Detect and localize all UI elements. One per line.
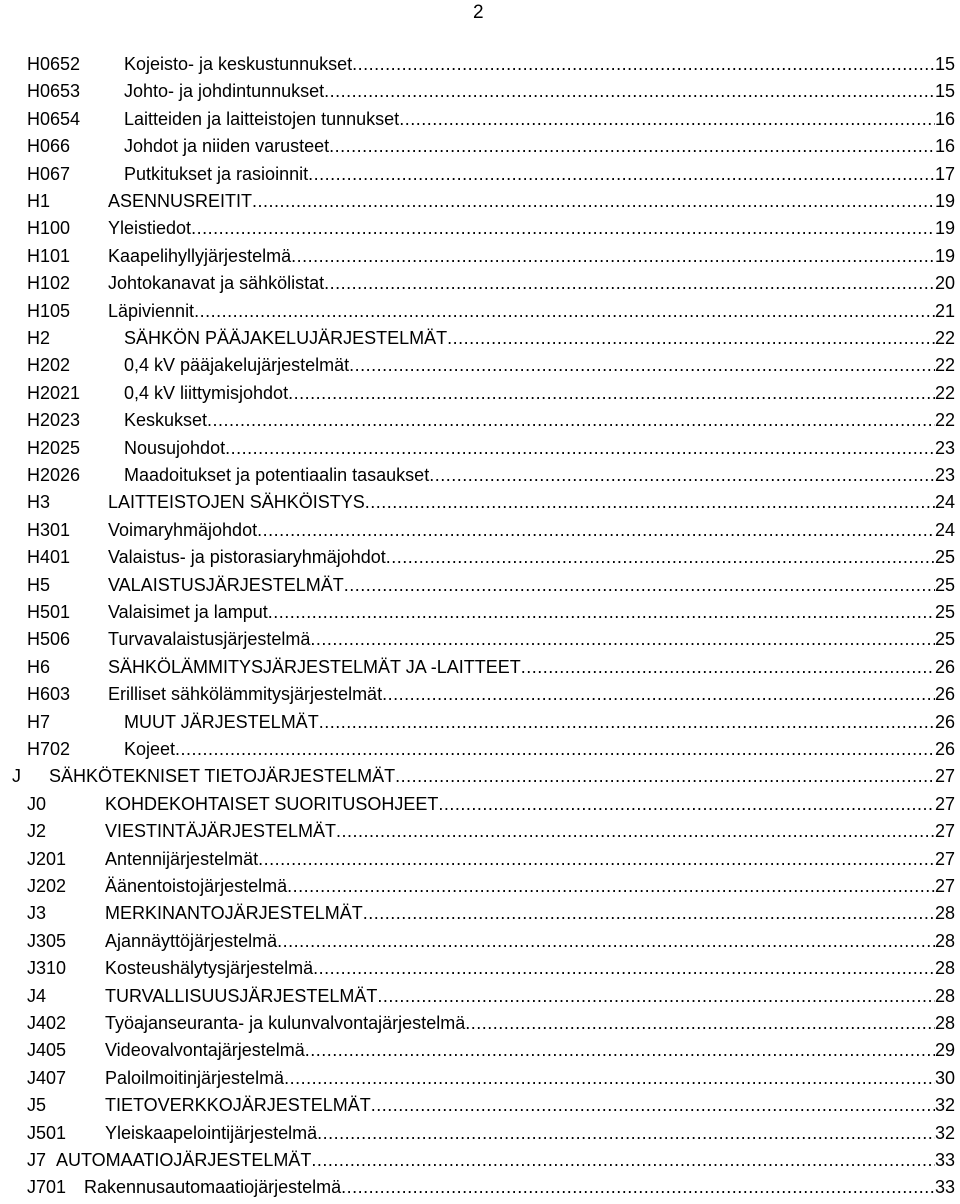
toc-entry bbox=[124, 78, 955, 105]
toc-dot-leader bbox=[324, 270, 935, 297]
toc-code: H067 bbox=[27, 163, 71, 184]
toc-page-number: 28 bbox=[934, 1013, 955, 1033]
toc-title: 0,4 kV liittymisjohdot bbox=[124, 382, 289, 403]
toc-title: VALAISTUSJÄRJESTELMÄT bbox=[108, 574, 344, 595]
toc-page-number: 25 bbox=[934, 547, 955, 568]
toc-dot-leader bbox=[319, 709, 935, 736]
toc-entry bbox=[124, 709, 955, 736]
toc-entry bbox=[105, 983, 955, 1010]
toc-page-number: 27 bbox=[934, 766, 955, 787]
toc-entry bbox=[124, 352, 955, 379]
toc-entry bbox=[49, 763, 955, 790]
toc-row bbox=[0, 1174, 960, 1201]
toc-dot-leader bbox=[324, 78, 935, 105]
toc-page-number: 23 bbox=[934, 437, 955, 458]
toc-code: H202 bbox=[27, 355, 71, 376]
toc-title: Läpiviennit bbox=[108, 300, 195, 321]
toc-entry bbox=[108, 489, 955, 516]
toc-row bbox=[0, 846, 960, 873]
toc-page-number: 28 bbox=[934, 958, 955, 979]
toc-entry bbox=[84, 1174, 955, 1201]
toc-entry bbox=[105, 900, 955, 927]
toc-title: Nousujohdot bbox=[124, 437, 226, 458]
toc-row bbox=[0, 435, 960, 462]
toc-entry bbox=[105, 873, 955, 900]
toc-title: LAITTEISTOJEN SÄHKÖISTYS bbox=[108, 492, 365, 513]
toc-row bbox=[0, 818, 960, 845]
toc-page-number: 33 bbox=[934, 1177, 955, 1198]
toc-dot-leader bbox=[225, 435, 935, 462]
toc-dot-leader bbox=[341, 1174, 935, 1201]
toc-page-number: 25 bbox=[934, 574, 955, 595]
toc-page-number: 28 bbox=[934, 903, 955, 924]
toc-dot-leader bbox=[175, 736, 935, 763]
toc-code: H301 bbox=[27, 519, 71, 540]
toc-title: Johto- ja johdintunnukset bbox=[124, 81, 325, 102]
toc-row bbox=[0, 654, 960, 681]
toc-entry bbox=[108, 654, 955, 681]
toc-code: H0653 bbox=[27, 81, 81, 102]
toc-entry bbox=[108, 188, 955, 215]
toc-dot-leader bbox=[371, 1092, 935, 1119]
toc-dot-leader bbox=[465, 1010, 935, 1037]
toc-title: Kosteushälytysjärjestelmä bbox=[105, 958, 314, 979]
toc-page-number: 32 bbox=[934, 1095, 955, 1116]
table-of-contents bbox=[0, 51, 960, 1203]
toc-title: KOHDEKOHTAISET SUORITUSOHJEET bbox=[105, 793, 439, 814]
toc-row bbox=[0, 161, 960, 188]
toc-entry bbox=[105, 1010, 955, 1037]
toc-page-number: 17 bbox=[934, 163, 955, 184]
toc-title: 0,4 kV pääjakelujärjestelmät bbox=[124, 355, 350, 376]
toc-code: J7 bbox=[27, 1150, 47, 1170]
toc-code: H2026 bbox=[27, 465, 81, 485]
toc-dot-leader bbox=[344, 572, 935, 599]
toc-row bbox=[0, 626, 960, 653]
toc-code: J4 bbox=[27, 985, 47, 1006]
toc-dot-leader bbox=[207, 407, 935, 434]
toc-title: Erilliset sähkölämmitysjärjestelmät bbox=[108, 684, 383, 705]
toc-page-number: 15 bbox=[934, 81, 955, 102]
toc-page-number: 16 bbox=[934, 108, 955, 129]
toc-page-number: 24 bbox=[934, 492, 955, 513]
toc-code: H5 bbox=[27, 574, 51, 595]
toc-page-number: 25 bbox=[934, 629, 955, 650]
toc-entry bbox=[108, 270, 955, 297]
toc-code: H501 bbox=[27, 602, 71, 622]
toc-title: Kaapelihyllyjärjestelmä bbox=[108, 245, 292, 266]
toc-code: J bbox=[12, 766, 21, 787]
toc-title: Johtokanavat ja sähkölistat bbox=[108, 273, 325, 294]
toc-entry bbox=[105, 818, 955, 845]
toc-title: Työajanseuranta- ja kulunvalvontajärjestelmä bbox=[105, 1013, 466, 1033]
toc-row bbox=[0, 298, 960, 325]
toc-page-number: 22 bbox=[934, 328, 955, 348]
toc-code: H0652 bbox=[27, 54, 81, 74]
toc-title: ASENNUSREITIT bbox=[108, 191, 253, 211]
toc-title: Voimaryhmäjohdot bbox=[108, 519, 258, 540]
toc-dot-leader bbox=[317, 1120, 935, 1147]
toc-dot-leader bbox=[352, 51, 935, 78]
toc-dot-leader bbox=[336, 818, 935, 845]
toc-entry bbox=[105, 846, 955, 873]
toc-dot-leader bbox=[399, 106, 935, 133]
toc-dot-leader bbox=[257, 517, 935, 544]
toc-title: Yleistiedot bbox=[108, 218, 192, 239]
toc-page-number: 15 bbox=[934, 54, 955, 74]
toc-dot-leader bbox=[311, 1147, 935, 1174]
toc-dot-leader bbox=[382, 681, 935, 708]
toc-row bbox=[0, 462, 960, 489]
toc-code: J2 bbox=[27, 821, 47, 842]
toc-title: SÄHKÖTEKNISET TIETOJÄRJESTELMÄT bbox=[49, 766, 396, 787]
toc-title: Valaistus- ja pistorasiaryhmäjohdot bbox=[108, 547, 386, 568]
toc-entry bbox=[105, 1065, 955, 1092]
toc-dot-leader bbox=[288, 380, 935, 407]
toc-code: H101 bbox=[27, 245, 71, 266]
toc-title: Rakennusautomaatiojärjestelmä bbox=[84, 1177, 342, 1198]
toc-row bbox=[0, 983, 960, 1010]
toc-title: Ajannäyttöjärjestelmä bbox=[105, 930, 278, 951]
toc-page-number: 19 bbox=[934, 191, 955, 211]
toc-entry bbox=[124, 106, 955, 133]
toc-row bbox=[0, 1092, 960, 1119]
toc-title: SÄHKÖLÄMMITYSJÄRJESTELMÄT JA -LAITTEET bbox=[108, 656, 521, 677]
toc-entry bbox=[124, 51, 955, 78]
toc-page-number: 26 bbox=[934, 739, 955, 759]
toc-row bbox=[0, 791, 960, 818]
toc-row bbox=[0, 51, 960, 78]
toc-row bbox=[0, 1120, 960, 1147]
toc-code: H506 bbox=[27, 629, 71, 650]
toc-title: Keskukset bbox=[124, 410, 208, 431]
page-number: 2 bbox=[473, 2, 484, 23]
toc-row bbox=[0, 599, 960, 626]
toc-page-number: 26 bbox=[934, 711, 955, 732]
toc-title: Antennijärjestelmät bbox=[105, 848, 259, 869]
toc-entry bbox=[124, 407, 955, 434]
toc-row bbox=[0, 78, 960, 105]
toc-title: Laitteiden ja laitteistojen tunnukset bbox=[124, 108, 400, 129]
toc-title: TURVALLISUUSJÄRJESTELMÄT bbox=[105, 985, 378, 1006]
toc-title: Valaisimet ja lamput bbox=[108, 602, 268, 622]
toc-row bbox=[0, 325, 960, 352]
toc-row bbox=[0, 489, 960, 516]
toc-page-number: 27 bbox=[934, 793, 955, 814]
toc-page-number: 32 bbox=[934, 1122, 955, 1143]
toc-row bbox=[0, 133, 960, 160]
toc-code: J3 bbox=[27, 903, 47, 924]
toc-code: H105 bbox=[27, 300, 71, 321]
toc-title: MUUT JÄRJESTELMÄT bbox=[124, 711, 319, 732]
toc-page-number: 19 bbox=[934, 245, 955, 266]
toc-row bbox=[0, 517, 960, 544]
toc-code: H066 bbox=[27, 136, 71, 157]
toc-dot-leader bbox=[194, 298, 935, 325]
toc-title: Turvavalaistusjärjestelmä bbox=[108, 629, 311, 650]
toc-dot-leader bbox=[395, 763, 935, 790]
toc-dot-leader bbox=[305, 1037, 935, 1064]
toc-page-number: 22 bbox=[934, 410, 955, 431]
toc-entry bbox=[108, 681, 955, 708]
toc-row bbox=[0, 736, 960, 763]
toc-title: Videovalvontajärjestelmä bbox=[105, 1040, 305, 1061]
toc-page-number: 26 bbox=[934, 684, 955, 705]
toc-dot-leader bbox=[363, 900, 935, 927]
toc-code: J310 bbox=[27, 958, 67, 979]
toc-entry bbox=[108, 243, 955, 270]
toc-entry bbox=[105, 928, 955, 955]
toc-page-number: 33 bbox=[934, 1150, 955, 1170]
toc-dot-leader bbox=[284, 1065, 935, 1092]
toc-code: H3 bbox=[27, 492, 51, 513]
toc-title: Yleiskaapelointijärjestelmä bbox=[105, 1122, 318, 1143]
toc-dot-leader bbox=[329, 133, 935, 160]
toc-title: Paloilmoitinjärjestelmä bbox=[105, 1067, 285, 1088]
toc-row bbox=[0, 709, 960, 736]
toc-page-number: 28 bbox=[934, 985, 955, 1006]
toc-dot-leader bbox=[287, 873, 935, 900]
toc-row bbox=[0, 1010, 960, 1037]
toc-entry bbox=[124, 435, 955, 462]
toc-row bbox=[0, 900, 960, 927]
toc-code: J501 bbox=[27, 1122, 67, 1143]
toc-entry bbox=[105, 1037, 955, 1064]
toc-code: J201 bbox=[27, 848, 67, 869]
toc-entry bbox=[124, 161, 955, 188]
toc-code: H100 bbox=[27, 218, 71, 239]
toc-dot-leader bbox=[349, 352, 935, 379]
toc-page-number: 27 bbox=[934, 821, 955, 842]
toc-code: H401 bbox=[27, 547, 71, 568]
toc-dot-leader bbox=[268, 599, 935, 626]
toc-page-number: 22 bbox=[934, 382, 955, 403]
toc-row bbox=[0, 270, 960, 297]
toc-title: Äänentoistojärjestelmä bbox=[105, 876, 288, 896]
toc-code: H6 bbox=[27, 656, 51, 677]
toc-code: J701 bbox=[27, 1177, 67, 1198]
toc-page-number: 26 bbox=[934, 656, 955, 677]
toc-entry bbox=[108, 572, 955, 599]
toc-page-number: 30 bbox=[934, 1067, 955, 1088]
toc-page-number: 29 bbox=[934, 1040, 955, 1061]
toc-row bbox=[0, 572, 960, 599]
toc-page-number: 16 bbox=[934, 136, 955, 157]
toc-entry bbox=[105, 1120, 955, 1147]
toc-entry bbox=[124, 325, 955, 352]
toc-code: H2023 bbox=[27, 410, 81, 431]
toc-row bbox=[0, 763, 960, 790]
toc-dot-leader bbox=[377, 983, 935, 1010]
toc-page-number: 22 bbox=[934, 355, 955, 376]
toc-entry bbox=[105, 1092, 955, 1119]
toc-page-number: 21 bbox=[934, 300, 955, 321]
toc-dot-leader bbox=[386, 544, 935, 571]
toc-row bbox=[0, 106, 960, 133]
toc-entry bbox=[124, 380, 955, 407]
toc-row bbox=[0, 380, 960, 407]
toc-title: Kojeet bbox=[124, 739, 176, 759]
toc-page-number: 25 bbox=[934, 602, 955, 622]
toc-code: H2 bbox=[27, 328, 51, 348]
toc-code: J0 bbox=[27, 793, 47, 814]
toc-title: VIESTINTÄJÄRJESTELMÄT bbox=[105, 821, 337, 842]
toc-entry bbox=[108, 298, 955, 325]
toc-entry bbox=[105, 955, 955, 982]
toc-code: H102 bbox=[27, 273, 71, 294]
toc-code: J202 bbox=[27, 876, 67, 896]
toc-row bbox=[0, 1037, 960, 1064]
toc-page-number: 27 bbox=[934, 848, 955, 869]
toc-code: H7 bbox=[27, 711, 51, 732]
toc-code: H2025 bbox=[27, 437, 81, 458]
toc-code: J405 bbox=[27, 1040, 67, 1061]
toc-entry bbox=[108, 626, 955, 653]
toc-entry bbox=[124, 462, 955, 489]
toc-row bbox=[0, 215, 960, 242]
toc-page-number: 23 bbox=[934, 465, 955, 485]
toc-page-number: 24 bbox=[934, 519, 955, 540]
toc-row bbox=[0, 928, 960, 955]
toc-dot-leader bbox=[308, 161, 935, 188]
toc-row bbox=[0, 1065, 960, 1092]
toc-row bbox=[0, 955, 960, 982]
toc-title: Kojeisto- ja keskustunnukset bbox=[124, 54, 353, 74]
toc-row bbox=[0, 407, 960, 434]
toc-dot-leader bbox=[252, 188, 935, 215]
toc-code: H1 bbox=[27, 191, 51, 211]
toc-dot-leader bbox=[291, 243, 935, 270]
toc-dot-leader bbox=[521, 654, 935, 681]
toc-code: H0654 bbox=[27, 108, 81, 129]
toc-dot-leader bbox=[365, 489, 935, 516]
toc-title: TIETOVERKKOJÄRJESTELMÄT bbox=[105, 1095, 371, 1116]
toc-entry bbox=[108, 544, 955, 571]
toc-entry bbox=[124, 736, 955, 763]
toc-page-number: 19 bbox=[934, 218, 955, 239]
toc-entry bbox=[105, 791, 955, 818]
toc-title: Johdot ja niiden varusteet bbox=[124, 136, 330, 157]
toc-title: SÄHKÖN PÄÄJAKELUJÄRJESTELMÄT bbox=[124, 328, 448, 348]
toc-code: H2021 bbox=[27, 382, 81, 403]
toc-title: Putkitukset ja rasioinnit bbox=[124, 163, 309, 184]
toc-row bbox=[0, 873, 960, 900]
toc-dot-leader bbox=[310, 626, 935, 653]
toc-entry bbox=[56, 1147, 955, 1174]
toc-code: J407 bbox=[27, 1067, 67, 1088]
toc-dot-leader bbox=[277, 928, 935, 955]
toc-dot-leader bbox=[191, 215, 935, 242]
toc-entry bbox=[108, 517, 955, 544]
toc-entry bbox=[124, 133, 955, 160]
toc-dot-leader bbox=[447, 325, 935, 352]
toc-entry bbox=[108, 599, 955, 626]
toc-title: Maadoitukset ja potentiaalin tasaukset bbox=[124, 465, 430, 485]
toc-dot-leader bbox=[429, 462, 935, 489]
toc-title: AUTOMAATIOJÄRJESTELMÄT bbox=[56, 1150, 312, 1170]
toc-page-number: 28 bbox=[934, 930, 955, 951]
toc-entry bbox=[108, 215, 955, 242]
toc-code: J305 bbox=[27, 930, 67, 951]
toc-code: H603 bbox=[27, 684, 71, 705]
toc-title: MERKINANTOJÄRJESTELMÄT bbox=[105, 903, 363, 924]
toc-page-number: 20 bbox=[934, 273, 955, 294]
toc-code: J5 bbox=[27, 1095, 47, 1116]
toc-row bbox=[0, 681, 960, 708]
toc-row bbox=[0, 243, 960, 270]
toc-dot-leader bbox=[438, 791, 935, 818]
toc-row bbox=[0, 188, 960, 215]
toc-code: H702 bbox=[27, 739, 71, 759]
toc-page-number: 27 bbox=[934, 876, 955, 896]
toc-dot-leader bbox=[258, 846, 935, 873]
toc-row bbox=[0, 352, 960, 379]
toc-row bbox=[0, 544, 960, 571]
toc-code: J402 bbox=[27, 1013, 67, 1033]
toc-dot-leader bbox=[313, 955, 935, 982]
toc-row bbox=[0, 1147, 960, 1174]
